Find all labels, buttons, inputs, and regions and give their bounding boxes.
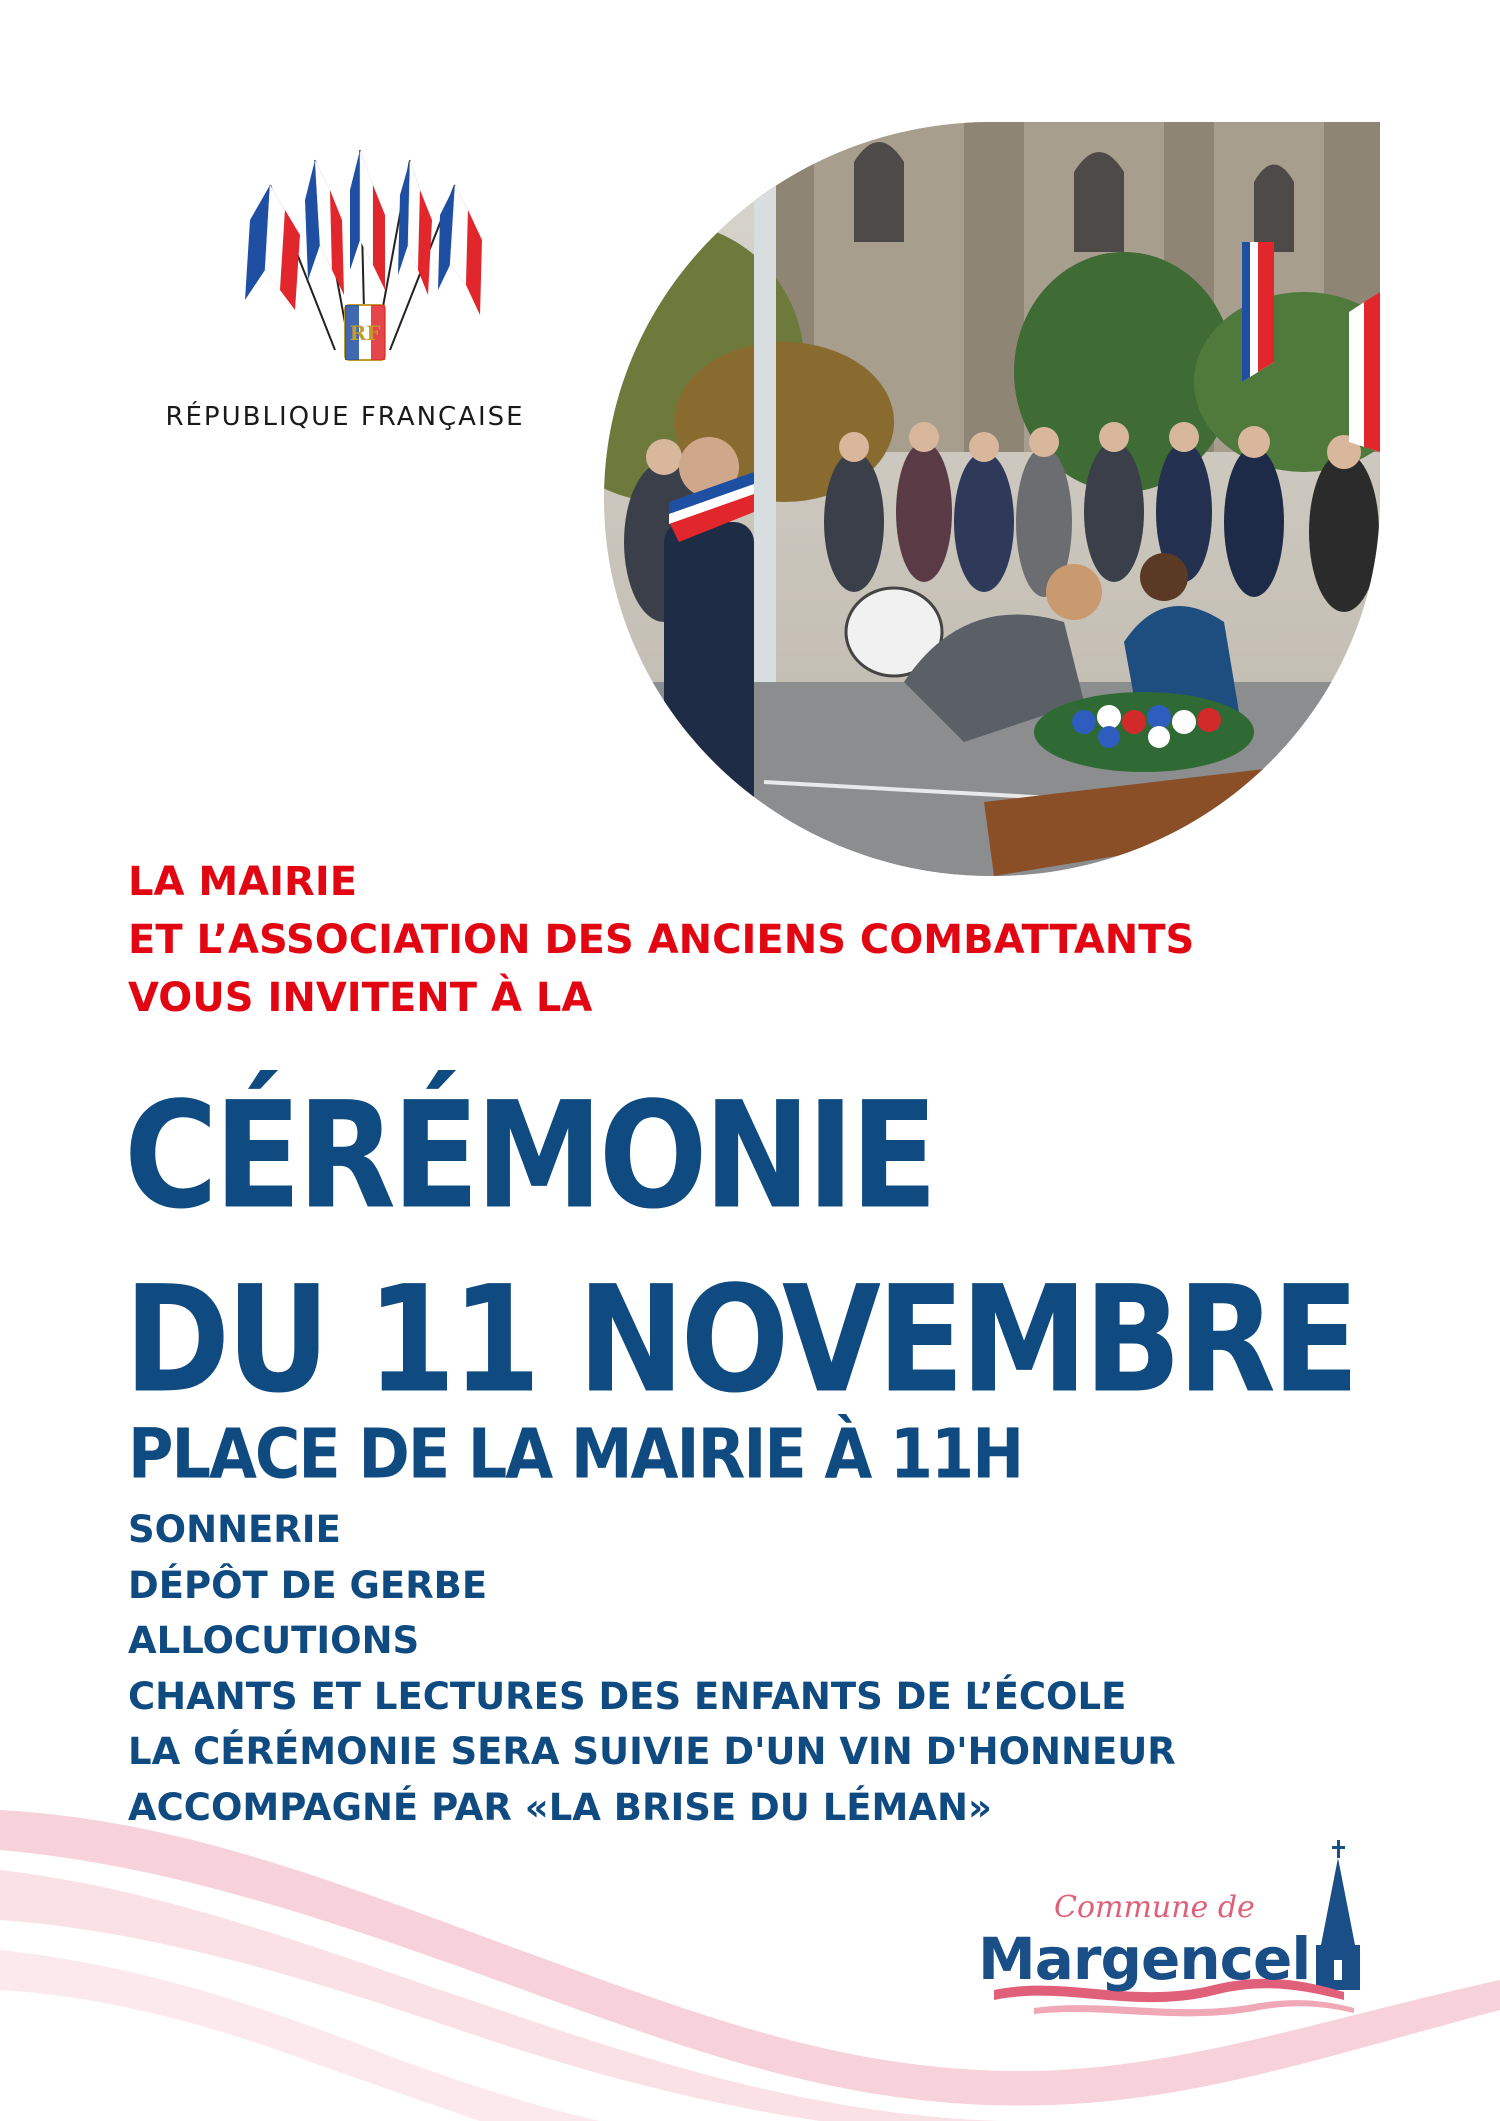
program-list [128, 1502, 1428, 1835]
logo-script-text: Commune de [1054, 1890, 1255, 1925]
program-item: ALLOCUTIONS [128, 1619, 420, 1662]
ceremony-title [124, 1065, 1424, 1433]
title-line-1: CÉRÉMONIE [124, 1070, 934, 1243]
svg-text:RF: RF [349, 321, 381, 345]
program-item: CHANTS ET LECTURES DES ENFANTS DE L’ÉCOLE [128, 1674, 1127, 1718]
rf-emblem-icon [345, 305, 385, 360]
invitation-text [128, 853, 1408, 1027]
republique-francaise-label: RÉPUBLIQUE FRANÇAISE [165, 402, 525, 432]
invitation-line: LA MAIRIE [128, 859, 358, 905]
place-and-time: PLACE DE LA MAIRIE À 11H [128, 1413, 1023, 1495]
invitation-line: VOUS INVITENT À LA [128, 975, 593, 1021]
invitation-line: ET L’ASSOCIATION DES ANCIENS COMBATTANTS [128, 917, 1195, 963]
program-item: ACCOMPAGNÉ PAR «LA BRISE DU LÉMAN» [128, 1785, 992, 1829]
program-item: SONNERIE [128, 1508, 341, 1551]
church-steeple-icon [1316, 1840, 1360, 1990]
logo-name-text: Margencel [978, 1925, 1311, 1993]
french-flags-emblem [240, 150, 490, 365]
ceremony-photo [604, 122, 1380, 876]
program-item: LA CÉRÉMONIE SERA SUIVIE D'UN VIN D'HONNEUR [128, 1730, 1176, 1773]
title-line-2: DU 11 NOVEMBRE [124, 1254, 1356, 1427]
program-item: DÉPÔT DE GERBE [128, 1563, 488, 1607]
